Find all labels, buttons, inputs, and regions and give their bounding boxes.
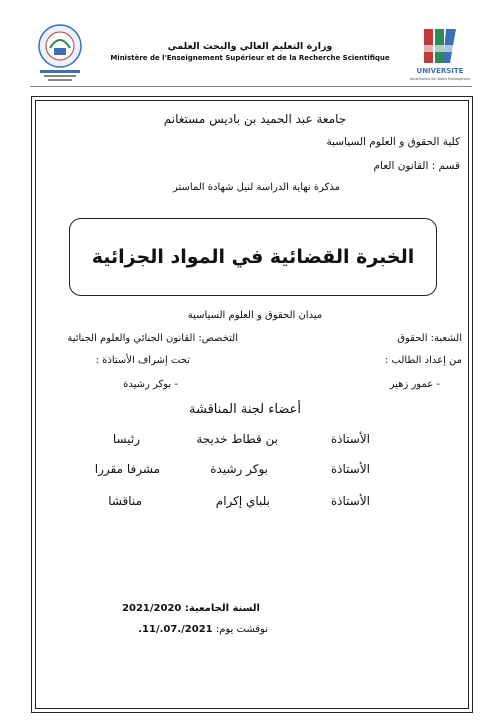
student-name: - عمور زهير: [389, 379, 440, 390]
department-label: قسم :: [431, 160, 460, 172]
defense-date-line: [138, 624, 268, 635]
academic-year: 2021/2020: [122, 603, 182, 614]
department-line: [374, 160, 461, 172]
thesis-title: الخبرة القضائية في المواد الجزائية: [91, 246, 415, 268]
ministry-name-french: Ministère de l'Enseignement Supérieur et de la Recherche Scientifique: [110, 54, 390, 62]
specialty: التخصص: القانون الجنائي والعلوم الجنائية: [67, 333, 238, 344]
member-3-role: مناقشا: [108, 494, 142, 508]
defense-date-label: نوقشت يوم:: [215, 624, 268, 635]
academic-year-label: السنة الجامعية:: [184, 603, 260, 614]
academic-year-line: [122, 603, 260, 614]
ministry-name-arabic: وزارة التعليم العالي والبحث العلمي: [167, 41, 333, 52]
member-3-name: بلباي إكرام: [215, 494, 270, 508]
faculty-name: كلية الحقوق و العلوم السياسية: [326, 136, 460, 148]
supervisor-label: تحت إشراف الأستاذة :: [95, 355, 190, 366]
header-divider: [30, 86, 472, 87]
member-2-title: الأستاذة: [330, 462, 370, 476]
university-logo-word: UNIVERSITE: [416, 67, 464, 75]
university-name: جامعة عبد الحميد بن باديس مستغانم: [163, 112, 347, 126]
member-1-name: بن قطاط خديجة: [196, 432, 278, 446]
university-logo: [410, 25, 470, 85]
branch: الشعبة: الحقوق: [397, 333, 462, 344]
field-of-study: ميدان الحقوق و العلوم السياسية: [187, 310, 323, 321]
student-label: من إعداد الطالب :: [384, 355, 462, 366]
supervisor-name: - بوكر رشيدة: [123, 379, 178, 390]
ministry-emblem-logo: [32, 22, 88, 84]
member-3-title: الأستاذة: [330, 494, 370, 508]
memo-description: مذكرة نهاية الدراسة لنيل شهادة الماستر: [173, 182, 340, 193]
university-logo-sub: Abdelhamid Ibn Badis Mostaganem: [410, 77, 470, 81]
defense-date: 2021/.07./11.: [138, 624, 213, 635]
committee-heading: أعضاء لجنة المناقشة: [189, 402, 301, 417]
member-2-name: بوكر رشيدة: [210, 462, 268, 476]
title-box: [69, 218, 437, 296]
member-2-role: مشرفا مقررا: [94, 462, 160, 476]
member-1-title: الأستاذة: [330, 432, 370, 446]
department-name: القانون العام: [373, 160, 429, 172]
member-1-role: رئيسا: [112, 432, 140, 446]
